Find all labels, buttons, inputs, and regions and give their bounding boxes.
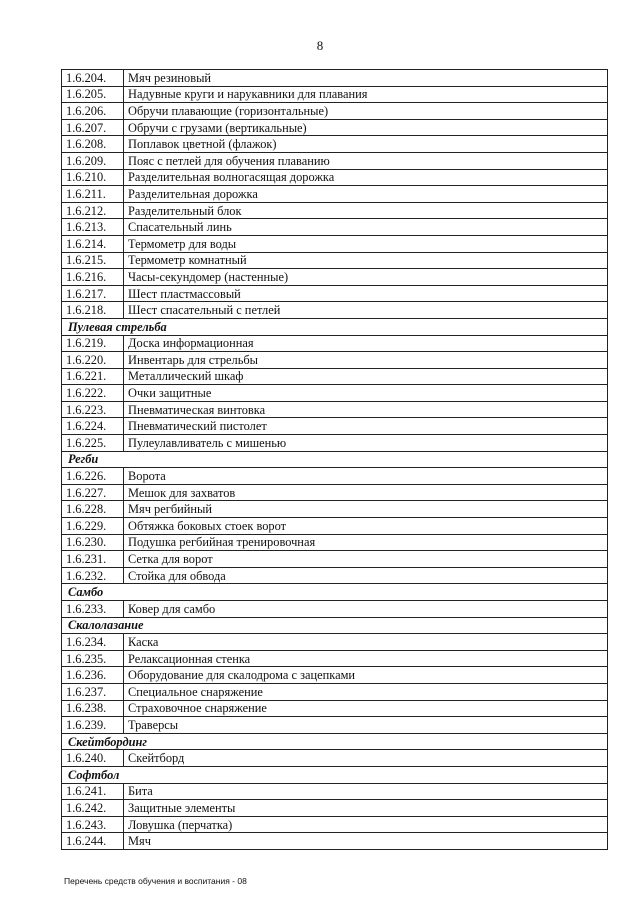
item-number: 1.6.243. [62,816,124,833]
item-number: 1.6.206. [62,103,124,120]
item-name: Ковер для самбо [124,601,608,618]
item-number: 1.6.239. [62,717,124,734]
table-row [62,551,608,568]
section-title: Пулевая стрельба [62,318,608,335]
table-row [62,285,608,302]
table-row [62,202,608,219]
table-row [62,501,608,518]
table-row [62,700,608,717]
item-name: Мяч регбийный [124,501,608,518]
item-name: Бита [124,783,608,800]
item-name: Стойка для обвода [124,567,608,584]
table-row [62,169,608,186]
section-header-row [62,617,608,634]
table-row [62,302,608,319]
item-number: 1.6.228. [62,501,124,518]
section-header-row [62,584,608,601]
item-name: Шест спасательный с петлей [124,302,608,319]
item-number: 1.6.220. [62,352,124,369]
item-number: 1.6.244. [62,833,124,850]
item-name: Часы-секундомер (настенные) [124,269,608,286]
table-row [62,650,608,667]
table-row [62,269,608,286]
table-row [62,335,608,352]
item-number: 1.6.217. [62,285,124,302]
table-row [62,634,608,651]
item-number: 1.6.209. [62,152,124,169]
item-name: Надувные круги и нарукавники для плавания [124,86,608,103]
item-number: 1.6.224. [62,418,124,435]
equipment-table [61,69,608,850]
item-number: 1.6.227. [62,484,124,501]
item-number: 1.6.234. [62,634,124,651]
item-name: Сетка для ворот [124,551,608,568]
item-number: 1.6.215. [62,252,124,269]
item-number: 1.6.240. [62,750,124,767]
item-number: 1.6.213. [62,219,124,236]
table-row [62,816,608,833]
item-name: Подушка регбийная тренировочная [124,534,608,551]
item-name: Оборудование для скалодрома с зацепками [124,667,608,684]
table-row [62,219,608,236]
item-number: 1.6.226. [62,468,124,485]
table-row [62,683,608,700]
table-row [62,484,608,501]
item-number: 1.6.232. [62,567,124,584]
item-name: Пневматическая винтовка [124,401,608,418]
item-name: Термометр комнатный [124,252,608,269]
item-number: 1.6.221. [62,368,124,385]
table-row [62,468,608,485]
page-footer: Перечень средств обучения и воспитания - 08 [64,876,247,886]
item-number: 1.6.207. [62,119,124,136]
item-number: 1.6.204. [62,70,124,87]
item-name: Разделительная дорожка [124,186,608,203]
item-name: Обтяжка боковых стоек ворот [124,518,608,535]
item-number: 1.6.205. [62,86,124,103]
item-number: 1.6.223. [62,401,124,418]
table-row [62,352,608,369]
table-row [62,252,608,269]
table-row [62,534,608,551]
item-name: Разделительный блок [124,202,608,219]
item-name: Мяч резиновый [124,70,608,87]
table-row [62,418,608,435]
table-row [62,833,608,850]
item-name: Пневматический пистолет [124,418,608,435]
item-number: 1.6.211. [62,186,124,203]
table-row [62,800,608,817]
item-name: Релаксационная стенка [124,650,608,667]
item-number: 1.6.238. [62,700,124,717]
section-title: Софтбол [62,766,608,783]
section-title: Регби [62,451,608,468]
table-row [62,783,608,800]
item-number: 1.6.212. [62,202,124,219]
table-row [62,152,608,169]
item-name: Металлический шкаф [124,368,608,385]
item-number: 1.6.242. [62,800,124,817]
section-title: Скалолазание [62,617,608,634]
item-name: Мешок для захватов [124,484,608,501]
table-row [62,750,608,767]
table-row [62,385,608,402]
section-header-row [62,451,608,468]
table-row [62,401,608,418]
item-number: 1.6.229. [62,518,124,535]
table-row [62,235,608,252]
section-header-row [62,733,608,750]
item-number: 1.6.236. [62,667,124,684]
item-number: 1.6.237. [62,683,124,700]
item-name: Специальное снаряжение [124,683,608,700]
item-name: Страховочное снаряжение [124,700,608,717]
table-row [62,667,608,684]
item-name: Пояс с петлей для обучения плаванию [124,152,608,169]
table-row [62,119,608,136]
item-number: 1.6.216. [62,269,124,286]
item-number: 1.6.208. [62,136,124,153]
item-name: Разделительная волногасящая дорожка [124,169,608,186]
item-name: Очки защитные [124,385,608,402]
table-row [62,368,608,385]
item-name: Каска [124,634,608,651]
item-number: 1.6.231. [62,551,124,568]
item-name: Защитные элементы [124,800,608,817]
item-name: Обручи с грузами (вертикальные) [124,119,608,136]
item-name: Поплавок цветной (флажок) [124,136,608,153]
item-name: Скейтборд [124,750,608,767]
item-name: Термометр для воды [124,235,608,252]
item-number: 1.6.233. [62,601,124,618]
item-name: Траверсы [124,717,608,734]
table-row [62,717,608,734]
item-name: Ворота [124,468,608,485]
item-name: Инвентарь для стрельбы [124,352,608,369]
table-row [62,103,608,120]
section-header-row [62,766,608,783]
table-row [62,601,608,618]
table-row [62,518,608,535]
item-name: Пулеулавливатель с мишенью [124,435,608,452]
item-number: 1.6.225. [62,435,124,452]
item-number: 1.6.222. [62,385,124,402]
item-name: Доска информационная [124,335,608,352]
table-row [62,136,608,153]
item-number: 1.6.230. [62,534,124,551]
item-name: Мяч [124,833,608,850]
item-number: 1.6.235. [62,650,124,667]
item-name: Ловушка (перчатка) [124,816,608,833]
item-name: Обручи плавающие (горизонтальные) [124,103,608,120]
section-title: Скейтбординг [62,733,608,750]
table-row [62,86,608,103]
item-number: 1.6.210. [62,169,124,186]
item-number: 1.6.241. [62,783,124,800]
table-row [62,186,608,203]
item-name: Спасательный линь [124,219,608,236]
section-title: Самбо [62,584,608,601]
table-row [62,567,608,584]
equipment-table-body [62,70,608,850]
table-row [62,435,608,452]
item-number: 1.6.214. [62,235,124,252]
page-number: 8 [316,38,324,53]
item-number: 1.6.218. [62,302,124,319]
section-header-row [62,318,608,335]
item-number: 1.6.219. [62,335,124,352]
item-name: Шест пластмассовый [124,285,608,302]
table-row [62,70,608,87]
